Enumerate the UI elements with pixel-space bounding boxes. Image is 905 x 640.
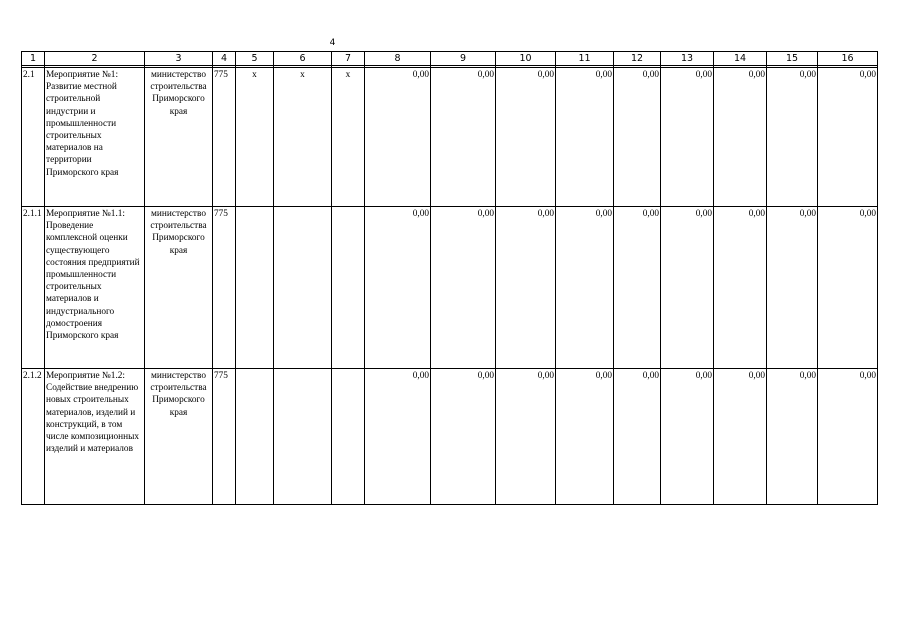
budget-code: 775 — [213, 369, 236, 505]
amount-cell: 0,00 — [714, 68, 767, 207]
column-header: 12 — [614, 52, 661, 66]
executor: министерство строительства Приморского края — [145, 68, 213, 207]
amount-cell: 0,00 — [818, 207, 878, 369]
amount-cell: 0,00 — [614, 68, 661, 207]
activity-name: Мероприятие №1: Развитие местной строительной индустрии и промышленности строительных материалов на территории Приморского края — [45, 68, 145, 207]
budget-code: 775 — [213, 68, 236, 207]
amount-cell: 0,00 — [431, 68, 496, 207]
cell-col7: x — [332, 68, 365, 207]
amount-cell: 0,00 — [431, 369, 496, 505]
amount-cell: 0,00 — [661, 369, 714, 505]
amount-cell: 0,00 — [818, 68, 878, 207]
cell-col6 — [274, 369, 332, 505]
activity-name: Мероприятие №1.1: Проведение комплексной оценки существующего состояния предприятий промышленности строительных материалов и индустриального домостроения Приморского края — [45, 207, 145, 369]
column-header: 9 — [431, 52, 496, 66]
column-header: 16 — [818, 52, 878, 66]
cell-col7 — [332, 369, 365, 505]
column-header: 13 — [661, 52, 714, 66]
column-header: 8 — [365, 52, 431, 66]
row-number: 2.1.2 — [22, 369, 45, 505]
amount-cell: 0,00 — [556, 207, 614, 369]
column-number-row — [22, 52, 878, 66]
column-header: 2 — [45, 52, 145, 66]
cell-col5 — [236, 207, 274, 369]
executor: министерство строительства Приморского края — [145, 369, 213, 505]
amount-cell: 0,00 — [767, 68, 818, 207]
amount-cell: 0,00 — [496, 207, 556, 369]
page-number: 4 — [329, 38, 336, 48]
amount-cell: 0,00 — [661, 68, 714, 207]
cell-col5 — [236, 369, 274, 505]
activity-name: Мероприятие №1.2: Содействие внедрению новых строительных материалов, изделий и конструкций, в том числе композиционных изделий и материалов — [45, 369, 145, 505]
column-header: 3 — [145, 52, 213, 66]
column-header: 15 — [767, 52, 818, 66]
amount-cell: 0,00 — [614, 369, 661, 505]
amount-cell: 0,00 — [767, 207, 818, 369]
table-row — [22, 369, 878, 505]
amount-cell: 0,00 — [661, 207, 714, 369]
column-header: 7 — [332, 52, 365, 66]
table-row — [22, 207, 878, 369]
amount-cell: 0,00 — [767, 369, 818, 505]
amount-cell: 0,00 — [556, 369, 614, 505]
column-header: 1 — [22, 52, 45, 66]
column-header: 4 — [213, 52, 236, 66]
cell-col6: x — [274, 68, 332, 207]
row-number: 2.1.1 — [22, 207, 45, 369]
column-header: 10 — [496, 52, 556, 66]
table-row — [22, 68, 878, 207]
amount-cell: 0,00 — [496, 68, 556, 207]
amount-cell: 0,00 — [365, 68, 431, 207]
row-number: 2.1 — [22, 68, 45, 207]
cell-col7 — [332, 207, 365, 369]
column-header: 6 — [274, 52, 332, 66]
program-table — [21, 51, 878, 505]
column-header: 11 — [556, 52, 614, 66]
column-header: 5 — [236, 52, 274, 66]
amount-cell: 0,00 — [365, 369, 431, 505]
cell-col5: x — [236, 68, 274, 207]
amount-cell: 0,00 — [714, 369, 767, 505]
budget-code: 775 — [213, 207, 236, 369]
amount-cell: 0,00 — [365, 207, 431, 369]
column-header: 14 — [714, 52, 767, 66]
amount-cell: 0,00 — [818, 369, 878, 505]
amount-cell: 0,00 — [556, 68, 614, 207]
amount-cell: 0,00 — [614, 207, 661, 369]
amount-cell: 0,00 — [496, 369, 556, 505]
amount-cell: 0,00 — [714, 207, 767, 369]
amount-cell: 0,00 — [431, 207, 496, 369]
cell-col6 — [274, 207, 332, 369]
executor: министерство строительства Приморского края — [145, 207, 213, 369]
